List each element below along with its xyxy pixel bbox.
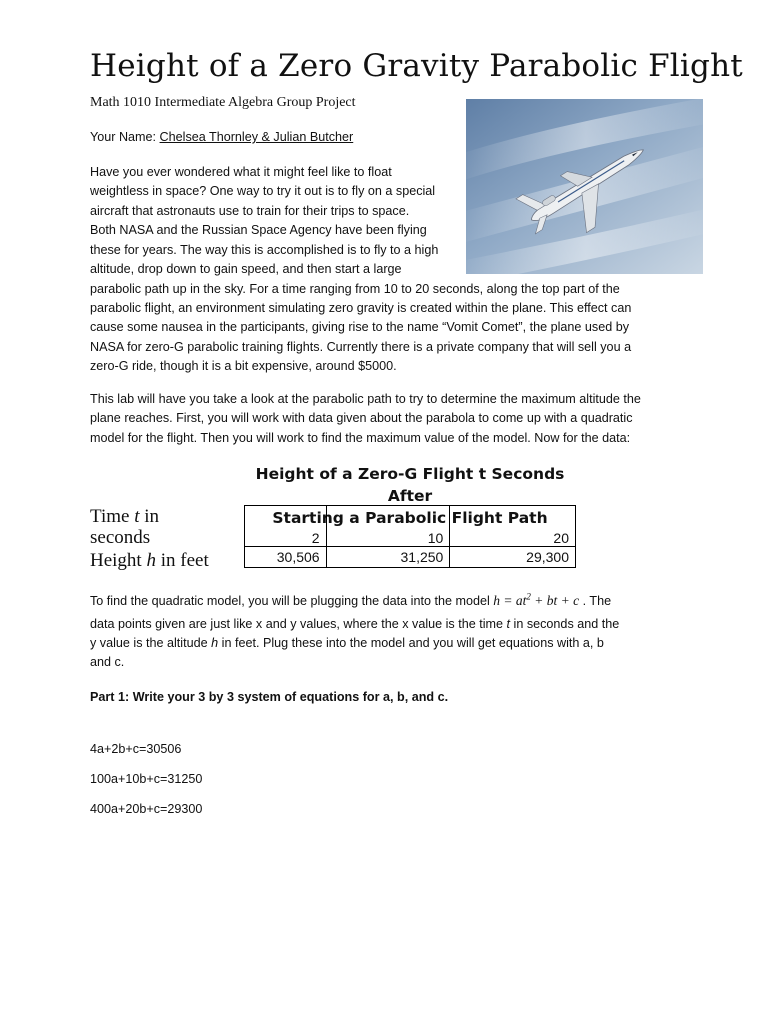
your-name-label: Your Name:: [90, 130, 160, 144]
part1-heading: Part 1: Write your 3 by 3 system of equations for a, b, and c.: [90, 690, 449, 704]
time-cell: 2: [245, 506, 327, 547]
intro-line: zero-G ride, though it is a bit expensive, around $5000.: [90, 359, 397, 373]
height-cell: 31,250: [326, 547, 450, 568]
intro-line: parabolic path up in the sky. For a time ranging from 10 to 20 seconds, along the top part of the: [90, 282, 620, 296]
model-text: To find the quadratic model, you will be plugging the data into the model: [90, 594, 494, 608]
time-row: [245, 506, 576, 547]
model-lhs: h = at: [493, 593, 527, 608]
intro-line: parabolic flight, an environment simulating zero gravity is created within the plane. This effect can: [90, 301, 632, 315]
row-label-text: seconds: [90, 527, 151, 548]
time-row-label: [90, 506, 159, 548]
height-row: [245, 547, 576, 568]
row-label-text: Height: [90, 550, 147, 571]
lab-line: plane reaches. First, you will work with data given about the parabola to come up with a quadratic: [90, 411, 633, 425]
equation-line: 100a+10b+c=31250: [90, 772, 203, 786]
your-name-value: Chelsea Thornley & Julian Butcher: [159, 130, 354, 144]
intro-line: NASA for zero-G parabolic training flights. Currently there is a private company that will sell you a: [90, 340, 632, 354]
equation-line: 400a+20b+c=29300: [90, 802, 203, 816]
page-subtitle: Math 1010 Intermediate Algebra Group Project: [90, 95, 356, 110]
model-rhs: + bt + c: [530, 593, 580, 608]
model-variable: t: [506, 617, 511, 631]
table-title-line: Height of a Zero-G Flight t Seconds After: [255, 465, 565, 505]
model-line: [90, 617, 619, 631]
height-cell: 29,300: [450, 547, 576, 568]
time-cell: 10: [326, 506, 450, 547]
row-label-text: in: [139, 506, 159, 527]
row-label-text: in feet: [155, 550, 209, 571]
model-text: data points given are just like x and y values, where the x value is the time: [90, 617, 507, 631]
page-title: Height of a Zero Gravity Parabolic Flight: [90, 48, 743, 84]
model-text: in seconds and the: [510, 617, 620, 631]
time-cell: 20: [450, 506, 576, 547]
equation-line: 4a+2b+c=30506: [90, 742, 182, 756]
model-line: and c.: [90, 655, 125, 669]
intro-line: cause some nausea in the participants, giving rise to the name “Vomit Comet”, the plane used by: [90, 320, 630, 334]
model-exponent: 2: [526, 591, 531, 602]
row-label-variable: t: [134, 506, 140, 527]
lab-line: This lab will have you take a look at the parabolic path to try to determine the maximum altitude the: [90, 392, 641, 406]
intro-line: Both NASA and the Russian Space Agency have been flying: [90, 223, 427, 237]
height-row-label: [90, 550, 209, 571]
intro-line: these for years. The way this is accomplished is to fly to a high: [90, 243, 439, 257]
model-line: [90, 636, 604, 650]
intro-line: weightless in space? One way to try it out is to fly on a special: [90, 184, 436, 198]
row-label-variable: h: [146, 550, 156, 571]
your-name-line: [90, 130, 353, 144]
intro-line: aircraft that astronauts use to train for their trips to space.: [90, 204, 410, 218]
model-text: y value is the altitude: [90, 636, 212, 650]
intro-line: Have you ever wondered what it might feel like to float: [90, 165, 392, 179]
height-cell: 30,506: [245, 547, 327, 568]
model-equation: [493, 593, 579, 608]
lab-line: model for the flight. Then you will work to find the maximum value of the model. Now for the data:: [90, 431, 631, 445]
model-variable: h: [211, 636, 219, 650]
model-text: in feet. Plug these into the model and you will get equations with a, b: [218, 636, 604, 650]
airplane-photo: [466, 99, 703, 274]
flight-data-table: [244, 505, 576, 568]
intro-line: altitude, drop down to gain speed, and then start a large: [90, 262, 402, 276]
table-title-line: Starting a Parabolic Flight Path: [272, 509, 548, 527]
model-text: . The: [579, 594, 612, 608]
model-line: [90, 593, 611, 609]
row-label-text: Time: [90, 506, 135, 527]
